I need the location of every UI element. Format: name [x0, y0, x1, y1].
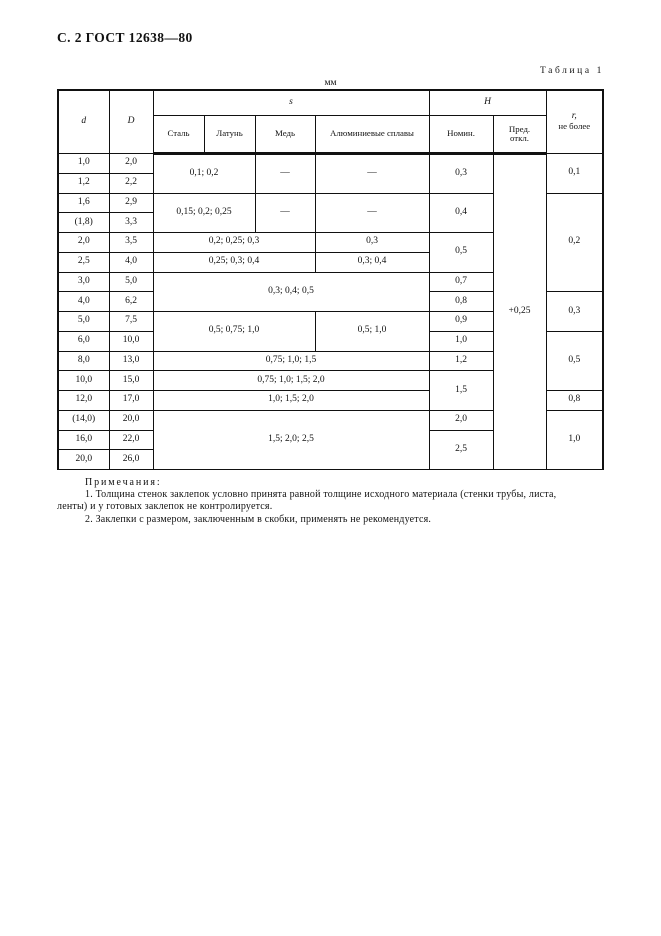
cell-d: 6,0	[58, 331, 109, 351]
cell-h-deviation: +0,25	[493, 154, 546, 470]
note-1-line-1: 1. Толщина стенок заклепок условно принята равной толщине исходного материала (стенки трубы, листа,	[85, 489, 557, 501]
cell-d: (14,0)	[58, 410, 109, 430]
cell-s-aluminium: 0,5; 1,0	[315, 312, 429, 352]
col-header-aluminium-alloys: Алюминиевые сплавы	[315, 116, 429, 154]
cell-s-steel-brass-copper: 0,25; 0,3; 0,4	[153, 252, 315, 272]
cell-d: 10,0	[58, 371, 109, 391]
cell-d: 8,0	[58, 351, 109, 371]
cell-d: 1,2	[58, 173, 109, 193]
cell-h-nominal: 1,0	[429, 331, 493, 351]
cell-D: 2,2	[109, 173, 153, 193]
rivet-dimensions-table	[57, 89, 604, 470]
cell-s-all-materials: 1,0; 1,5; 2,0	[153, 391, 429, 411]
cell-D: 4,0	[109, 252, 153, 272]
col-header-r-qualifier: не более	[558, 121, 591, 132]
cell-r: 1,0	[546, 410, 603, 469]
cell-h-nominal: 0,4	[429, 193, 493, 233]
table-row	[58, 154, 603, 174]
col-group-header-s: s	[153, 90, 429, 116]
cell-D: 22,0	[109, 430, 153, 450]
col-header-deviation	[493, 116, 546, 154]
cell-s-aluminium: 0,3; 0,4	[315, 252, 429, 272]
col-header-deviation-line2: откл.	[510, 133, 530, 143]
note-1-line-2: ленты) и у готовых заклепок не контролируется.	[57, 501, 273, 513]
cell-s-all-materials: 0,3; 0,4; 0,5	[153, 272, 429, 312]
cell-h-nominal: 0,3	[429, 154, 493, 194]
col-header-copper: Медь	[255, 116, 315, 154]
cell-D: 10,0	[109, 331, 153, 351]
cell-r: 0,3	[546, 292, 603, 332]
unit-label: мм	[324, 78, 337, 88]
cell-s-all-materials: 0,75; 1,0; 1,5	[153, 351, 429, 371]
cell-d: 12,0	[58, 391, 109, 411]
cell-D: 3,3	[109, 213, 153, 233]
cell-h-nominal: 0,7	[429, 272, 493, 292]
notes-section	[57, 477, 604, 526]
cell-d: 3,0	[58, 272, 109, 292]
col-header-nominal: Номин.	[429, 116, 493, 154]
col-group-header-H: H	[429, 90, 546, 116]
cell-h-nominal: 1,2	[429, 351, 493, 371]
cell-s-all-materials: 0,75; 1,0; 1,5; 2,0	[153, 371, 429, 391]
cell-d: 5,0	[58, 312, 109, 332]
cell-s-aluminium: 0,3	[315, 233, 429, 253]
col-header-brass: Латунь	[204, 116, 255, 154]
cell-r: 0,2	[546, 193, 603, 292]
cell-d: 4,0	[58, 292, 109, 312]
cell-s-aluminium: —	[315, 193, 429, 233]
col-header-steel: Сталь	[153, 116, 204, 154]
table-caption: Таблица 1	[539, 66, 604, 76]
cell-D: 7,5	[109, 312, 153, 332]
cell-s-copper: —	[255, 154, 315, 194]
cell-d: 20,0	[58, 450, 109, 470]
cell-s-steel-brass: 0,15; 0,2; 0,25	[153, 193, 255, 233]
cell-D: 20,0	[109, 410, 153, 430]
cell-h-nominal: 0,8	[429, 292, 493, 312]
cell-s-aluminium: —	[315, 154, 429, 194]
cell-D: 2,0	[109, 154, 153, 174]
col-header-D: D	[109, 90, 153, 154]
cell-D: 26,0	[109, 450, 153, 470]
cell-h-nominal: 2,5	[429, 430, 493, 470]
cell-r: 0,8	[546, 391, 603, 411]
cell-h-nominal: 0,5	[429, 233, 493, 273]
cell-r: 0,5	[546, 331, 603, 390]
notes-heading: Примечания:	[85, 477, 162, 488]
cell-s-steel-brass: 0,1; 0,2	[153, 154, 255, 194]
cell-s-steel-brass-copper: 0,2; 0,25; 0,3	[153, 233, 315, 253]
col-header-r	[546, 90, 603, 154]
cell-s-steel-brass-copper: 0,5; 0,75; 1,0	[153, 312, 315, 352]
cell-d: 1,0	[58, 154, 109, 174]
col-header-d: d	[58, 90, 109, 154]
cell-d: 16,0	[58, 430, 109, 450]
cell-h-nominal: 0,9	[429, 312, 493, 332]
cell-h-nominal: 2,0	[429, 410, 493, 430]
cell-d: 2,0	[58, 233, 109, 253]
header-row-groups	[58, 90, 603, 116]
col-header-r-symbol: r,	[571, 111, 577, 122]
cell-d: 1,6	[58, 193, 109, 213]
cell-r: 0,1	[546, 154, 603, 194]
cell-s-all-materials: 1,5; 2,0; 2,5	[153, 410, 429, 469]
cell-D: 6,2	[109, 292, 153, 312]
cell-D: 5,0	[109, 272, 153, 292]
note-2: 2. Заклепки с размером, заключенным в скобки, применять не рекомендуется.	[85, 513, 432, 525]
cell-D: 13,0	[109, 351, 153, 371]
cell-h-nominal: 1,5	[429, 371, 493, 411]
cell-D: 3,5	[109, 233, 153, 253]
page-header: С. 2 ГОСТ 12638—80	[57, 30, 193, 45]
cell-s-copper: —	[255, 193, 315, 233]
cell-D: 2,9	[109, 193, 153, 213]
cell-d: 2,5	[58, 252, 109, 272]
cell-d: (1,8)	[58, 213, 109, 233]
cell-D: 15,0	[109, 371, 153, 391]
col-header-deviation-line1: Пред.	[508, 123, 531, 134]
cell-D: 17,0	[109, 391, 153, 411]
